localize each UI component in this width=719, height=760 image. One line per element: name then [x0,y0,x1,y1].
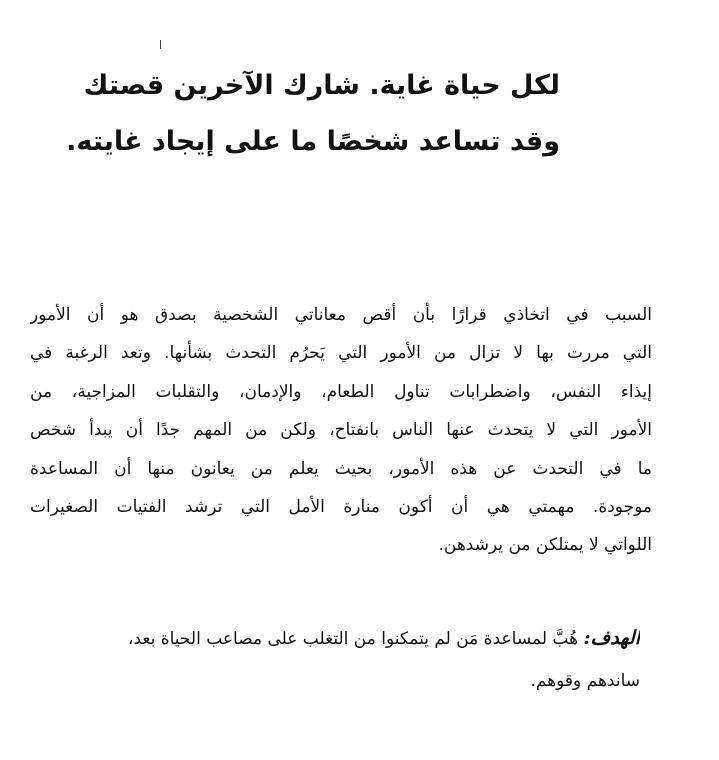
page-heading [66,58,560,170]
goal-line-2: ساندهم وقوهم. [530,671,640,691]
goal-text-1: هُبَّ لمساعدة مَن لم يتمكنوا من التغلب على مصاعب الحياة بعد، [127,629,579,649]
body-line-5: ما في التحدث عن هذه الأمور، بحيث يعلم من يعانون منها أن المساعدة [30,458,652,479]
body-line-4: الأمور التي لا يتحدث عنها الناس بانفتاح، ولكن من المهم جدًا أن يبدأ شخص [30,420,652,441]
heading-line-2: وقد تساعد شخصًا ما على إيجاد غايته. [66,126,560,157]
body-line-1: السبب في اتخاذي قرارًا بأن أقص معاناتي الشخصية بصدق هو أن الأمور [30,305,652,325]
body-line-7: اللواتي لا يمتلكن من يرشدهن. [438,535,652,556]
scan-mark [160,40,161,49]
body-line-6: موجودة. مهمتي هي أن أكون منارة الأمل التي ترشد الفتيات الصغيرات [30,497,652,518]
goal-paragraph [30,617,640,702]
body-paragraph [30,296,652,565]
body-line-2: التي مررت بها لا تزال من الأمور التي يَحرُم التحدث بشأنها. وتعد الرغبة في [30,343,652,364]
body-line-3: إيذاء النفس، واضطرابات تناول الطعام، والإدمان، والتقلبات المزاجية، من [30,381,652,402]
goal-label: الهدف: [583,627,640,649]
goal-line-1 [30,617,640,660]
heading-line-1: لكل حياة غاية. شارك الآخرين قصتك [83,70,560,101]
